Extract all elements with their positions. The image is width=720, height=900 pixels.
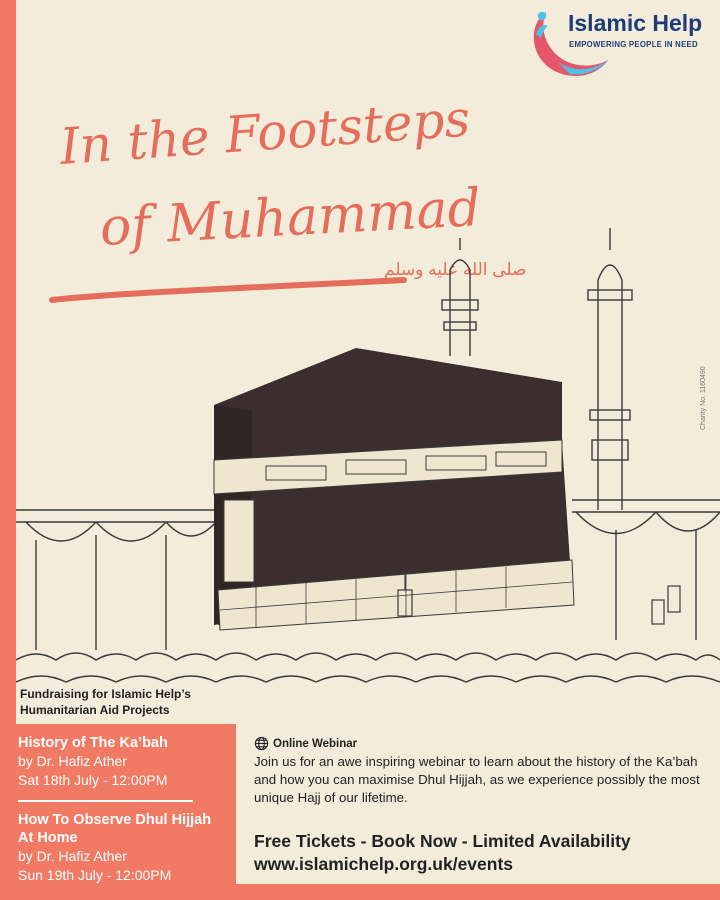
event-history-of-kaabah[interactable] xyxy=(18,734,228,790)
brand-tagline: EMPOWERING PEOPLE IN NEED xyxy=(569,40,698,49)
salawat-calligraphy: صلى الله عليه وسلم xyxy=(384,260,527,279)
event-title: History of The Ka’bah xyxy=(18,735,168,751)
event-speaker: by Dr. Hafiz Ather xyxy=(18,753,127,769)
islamic-help-logo[interactable] xyxy=(528,4,720,80)
event-dhul-hijjah[interactable] xyxy=(18,811,228,885)
brand-name: Islamic Help xyxy=(568,10,703,36)
event-title: How To Observe Dhul Hijjah At Home xyxy=(18,812,212,846)
fundraising-text xyxy=(20,686,191,718)
webinar-info xyxy=(254,736,714,807)
tickets-text: Free Tickets - Book Now - Limited Availability xyxy=(254,831,631,851)
event-speaker: by Dr. Hafiz Ather xyxy=(18,848,127,864)
events-url-link[interactable]: www.islamichelp.org.uk/events xyxy=(254,854,514,874)
event-datetime: Sat 18th July - 12:00PM xyxy=(18,772,168,788)
event-datetime: Sun 19th July - 12:00PM xyxy=(18,867,172,883)
webinar-heading xyxy=(254,736,714,751)
bottom-border xyxy=(0,884,720,900)
events-divider xyxy=(18,800,193,802)
webinar-label: Online Webinar xyxy=(273,737,358,750)
title-line-1: In the Footsteps xyxy=(57,89,472,176)
kaaba-illustration xyxy=(16,210,720,700)
globe-icon xyxy=(254,736,269,751)
events-panel xyxy=(0,724,236,884)
fundraising-line-1: Fundraising for Islamic Help’s xyxy=(20,687,191,701)
fundraising-line-2: Humanitarian Aid Projects xyxy=(20,703,170,717)
webinar-description: Join us for an awe inspiring webinar to learn about the history of the Ka’bah and how you can maximise Dhul Hijjah, as we experience possibly the most unique Hajj of our lifetime. xyxy=(254,754,700,805)
charity-number: Charity No. 1160490 xyxy=(700,366,707,430)
call-to-action xyxy=(254,830,714,876)
title-line-2: of Muhammad xyxy=(98,178,483,258)
